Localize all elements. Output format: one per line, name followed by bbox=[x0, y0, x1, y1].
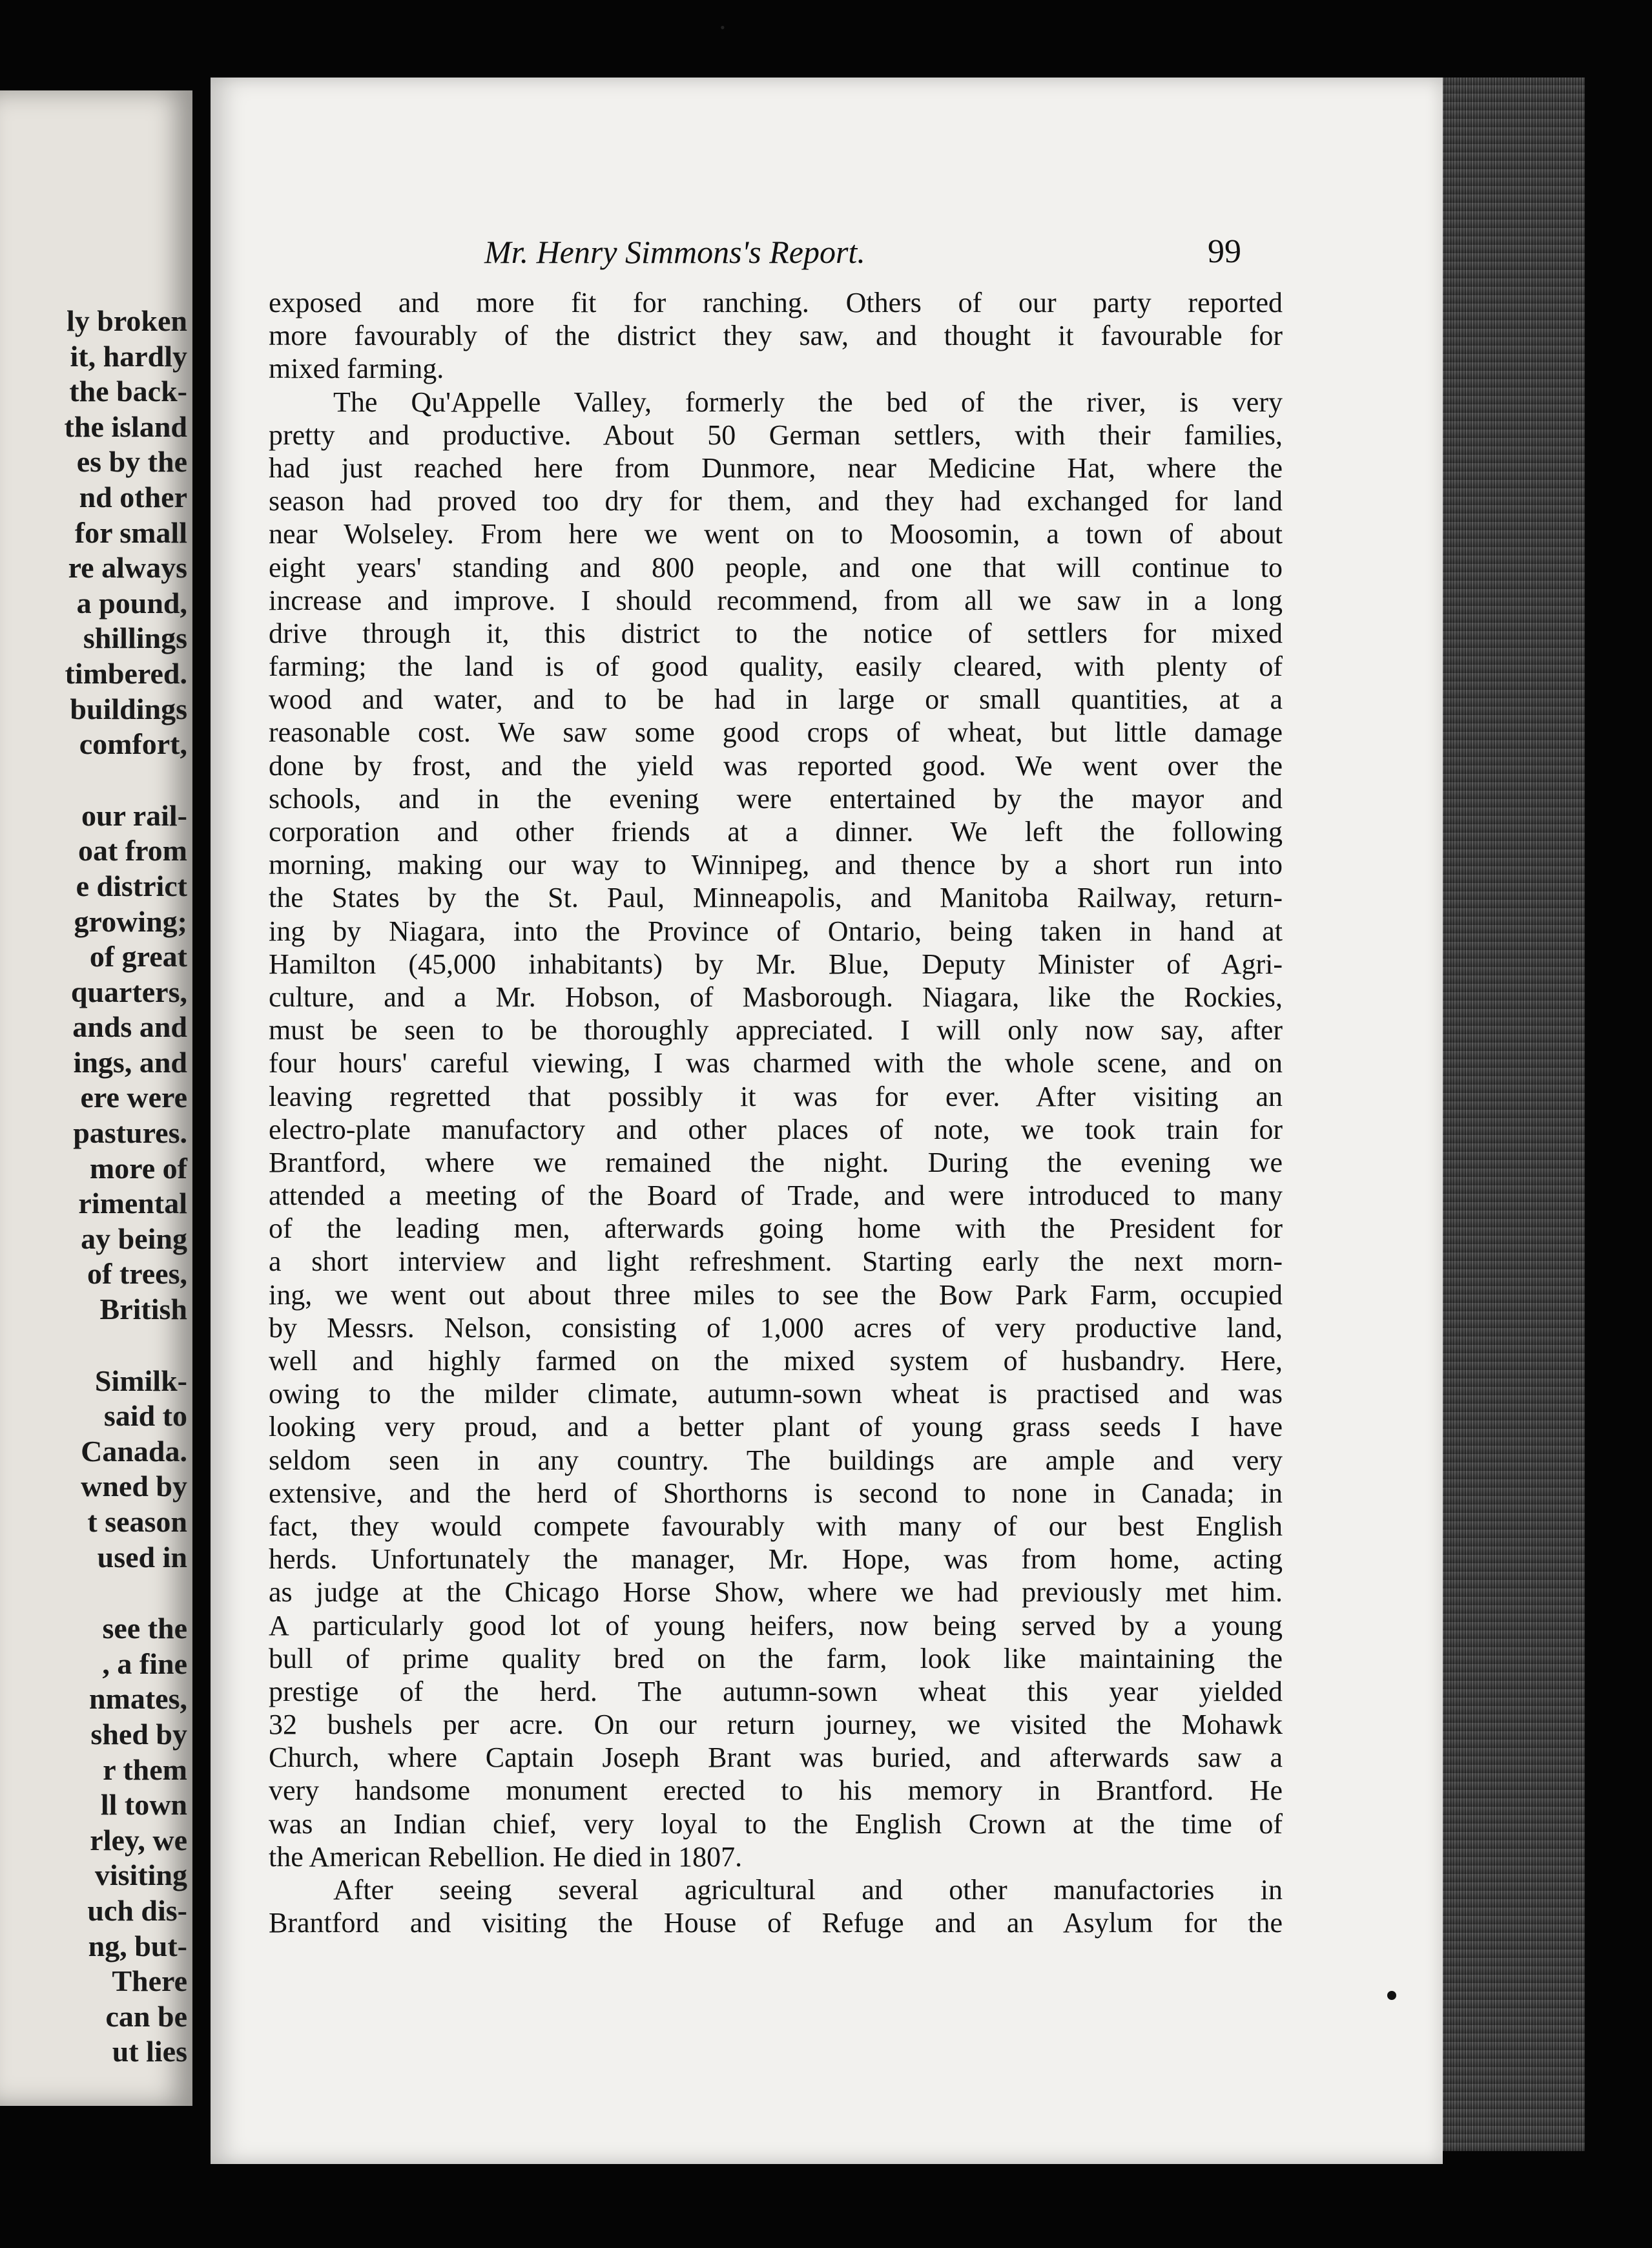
text-line: looking very proud, and a better plant of young grass seeds I have bbox=[269, 1411, 1283, 1443]
text-line: very handsome monument erected to his memory in Brantford. He bbox=[269, 1774, 1283, 1807]
facing-line: ng, but- bbox=[88, 1929, 187, 1962]
text-line: had just reached here from Dunmore, near Medicine Hat, where the bbox=[269, 452, 1283, 484]
facing-line: comfort, bbox=[79, 727, 187, 761]
facing-line: rley, we bbox=[90, 1823, 187, 1857]
body-text bbox=[269, 286, 1283, 1939]
text-line: Brantford and visiting the House of Refuge and an Asylum for the bbox=[269, 1907, 1283, 1939]
facing-line: more of bbox=[89, 1151, 187, 1185]
facing-line: quarters, bbox=[70, 975, 187, 1008]
facing-line: used in bbox=[97, 1540, 187, 1574]
facing-line: ere were bbox=[80, 1081, 187, 1114]
text-line: of the leading men, afterwards going home with the President for bbox=[269, 1212, 1283, 1245]
text-line: The Qu'Appelle Valley, formerly the bed of the river, is very bbox=[333, 386, 1283, 418]
facing-line: buildings bbox=[70, 692, 187, 725]
text-line: ing, we went out about three miles to see the Bow Park Farm, occupied bbox=[269, 1278, 1283, 1311]
facing-line: re always bbox=[68, 551, 187, 585]
text-line: Church, where Captain Joseph Brant was buried, and afterwards saw a bbox=[269, 1742, 1283, 1774]
text-line: four hours' careful viewing, I was charmed with the whole scene, and on bbox=[269, 1047, 1283, 1079]
facing-line: ll town bbox=[100, 1788, 187, 1822]
text-line: A particularly good lot of young heifers, now being served by a young bbox=[269, 1609, 1283, 1641]
facing-line: There bbox=[112, 1964, 187, 1998]
text-line: eight years' standing and 800 people, and one that will continue to bbox=[269, 551, 1283, 583]
text-line: the American Rebellion. He died in 1807. bbox=[269, 1840, 743, 1873]
facing-line: e district bbox=[76, 869, 187, 902]
text-line: ing by Niagara, into the Province of Ontario, being taken in hand at bbox=[269, 915, 1283, 947]
facing-line: nd other bbox=[79, 480, 187, 514]
text-line: reasonable cost. We saw some good crops of wheat, but little damage bbox=[269, 716, 1283, 749]
text-line: the States by the St. Paul, Minneapolis, and Manitoba Railway, return- bbox=[269, 882, 1283, 914]
facing-line-gap bbox=[0, 762, 187, 798]
book-page-edges bbox=[1443, 78, 1585, 2151]
facing-line: for small bbox=[74, 515, 187, 549]
facing-line: nmates, bbox=[88, 1682, 187, 1716]
facing-line: our rail- bbox=[81, 798, 187, 832]
facing-line: the island bbox=[64, 410, 187, 443]
text-line: culture, and a Mr. Hobson, of Masborough. Niagara, like the Rockies, bbox=[269, 981, 1283, 1013]
text-line: morning, making our way to Winnipeg, and thence by a short run into bbox=[269, 849, 1283, 881]
text-line: Hamilton (45,000 inhabitants) by Mr. Blue, Deputy Minister of Agri- bbox=[269, 948, 1283, 980]
text-line: fact, they would compete favourably with many of our best English bbox=[269, 1510, 1283, 1542]
running-head: Mr. Henry Simmons's Report. bbox=[484, 234, 865, 270]
text-line: more favourably of the district they saw, and thought it favourable for bbox=[269, 320, 1283, 352]
facing-left-page bbox=[0, 90, 192, 2106]
text-line: herds. Unfortunately the manager, Mr. Hope, was from home, acting bbox=[269, 1543, 1283, 1576]
facing-line: visiting bbox=[94, 1858, 187, 1892]
text-line: extensive, and the herd of Shorthorns is second to none in Canada; in bbox=[269, 1477, 1283, 1509]
text-line: After seeing several agricultural and other manufactories in bbox=[333, 1874, 1283, 1906]
text-line: done by frost, and the yield was reported good. We went over the bbox=[269, 749, 1283, 782]
facing-line: British bbox=[99, 1293, 187, 1326]
text-line: increase and improve. I should recommend, from all we saw in a long bbox=[269, 584, 1283, 616]
facing-line: ands and bbox=[72, 1010, 187, 1044]
page-number: 99 bbox=[1208, 233, 1241, 270]
text-line: Brantford, where we remained the night. During the evening we bbox=[269, 1146, 1283, 1178]
facing-line: ay being bbox=[81, 1222, 187, 1255]
facing-line: the back- bbox=[69, 375, 187, 408]
text-line: mixed farming. bbox=[269, 353, 444, 385]
facing-line: , a fine bbox=[102, 1647, 187, 1680]
text-line: owing to the milder climate, autumn-sown wheat is practised and was bbox=[269, 1378, 1283, 1410]
text-line: wood and water, and to be had in large or small quantities, at a bbox=[269, 683, 1283, 716]
facing-line: oat from bbox=[77, 834, 187, 868]
facing-line: Canada. bbox=[81, 1434, 187, 1468]
facing-line: of great bbox=[89, 940, 187, 973]
facing-line-gap bbox=[0, 1327, 187, 1364]
facing-line: rimental bbox=[78, 1187, 187, 1220]
text-line: well and highly farmed on the mixed system of husbandry. Here, bbox=[269, 1345, 1283, 1377]
text-line: must be seen to be thoroughly appreciated. I will only now say, after bbox=[269, 1014, 1283, 1046]
facing-line: Similk- bbox=[94, 1364, 187, 1397]
facing-line: shed by bbox=[90, 1717, 187, 1751]
text-line: exposed and more fit for ranching. Others of our party reported bbox=[269, 287, 1283, 318]
facing-line-gap bbox=[0, 1575, 187, 1611]
facing-line: growing; bbox=[74, 904, 187, 938]
facing-line: r them bbox=[103, 1753, 187, 1786]
text-line: schools, and in the evening were entertained by the mayor and bbox=[269, 782, 1283, 815]
text-line: bull of prime quality bred on the farm, look like maintaining the bbox=[269, 1642, 1283, 1674]
facing-line: see the bbox=[102, 1612, 187, 1645]
text-line: was an Indian chief, very loyal to the English Crown at the time of bbox=[269, 1807, 1283, 1840]
facing-line: said to bbox=[103, 1399, 187, 1433]
facing-line: shillings bbox=[83, 621, 187, 655]
facing-line: es by the bbox=[76, 445, 187, 479]
text-line: near Wolseley. From here we went on to Moosomin, a town of about bbox=[269, 518, 1283, 550]
text-line: corporation and other friends at a dinner. We left the following bbox=[269, 816, 1283, 848]
facing-line: ly broken bbox=[66, 304, 187, 337]
facing-line: ings, and bbox=[73, 1045, 187, 1079]
facing-line: timbered. bbox=[65, 656, 187, 690]
margin-dot bbox=[1387, 1991, 1396, 2000]
text-line: prestige of the herd. The autumn-sown wheat this year yielded bbox=[269, 1675, 1283, 1707]
facing-line: it, hardly bbox=[70, 339, 187, 373]
text-line: season had proved too dry for them, and they had exchanged for land bbox=[269, 485, 1283, 517]
text-line: seldom seen in any country. The buildings are ample and very bbox=[269, 1444, 1283, 1476]
facing-line: pastures. bbox=[73, 1116, 187, 1150]
text-line: a short interview and light refreshment. Starting early the next morn- bbox=[269, 1245, 1283, 1278]
facing-line: t season bbox=[87, 1505, 187, 1538]
text-line: drive through it, this district to the notice of settlers for mixed bbox=[269, 617, 1283, 649]
facing-line: ut lies bbox=[112, 2035, 187, 2068]
facing-line: uch dis- bbox=[87, 1893, 187, 1927]
text-line: as judge at the Chicago Horse Show, where we had previously met him. bbox=[269, 1576, 1283, 1608]
facing-line: wned by bbox=[81, 1470, 187, 1503]
facing-page-text bbox=[0, 304, 187, 2070]
text-line: by Messrs. Nelson, consisting of 1,000 acres of very productive land, bbox=[269, 1311, 1283, 1344]
text-line: attended a meeting of the Board of Trade, and were introduced to many bbox=[269, 1180, 1283, 1212]
facing-line: a pound, bbox=[76, 586, 187, 619]
text-line: leaving regretted that possibly it was for ever. After visiting an bbox=[269, 1080, 1283, 1112]
text-line: pretty and productive. About 50 German settlers, with their families, bbox=[269, 419, 1283, 451]
text-line: 32 bushels per acre. On our return journey, we visited the Mohawk bbox=[269, 1709, 1283, 1741]
text-line: electro-plate manufactory and other places of note, we took train for bbox=[269, 1113, 1283, 1145]
facing-line: of trees, bbox=[87, 1257, 187, 1291]
top-edge-mark: • bbox=[720, 19, 725, 36]
text-line: farming; the land is of good quality, easily cleared, with plenty of bbox=[269, 650, 1283, 683]
facing-line: can be bbox=[105, 1999, 187, 2033]
